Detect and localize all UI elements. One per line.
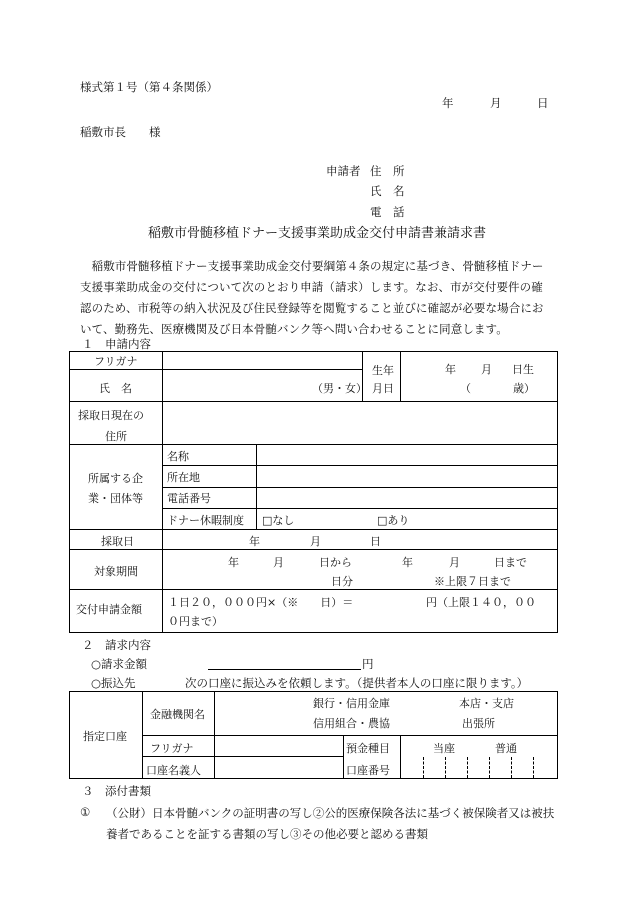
claim-amount-label: ○請求金額 — [91, 657, 148, 671]
applicant-address-label: 住 所 — [370, 164, 405, 178]
period-label: 対象期間 — [94, 565, 138, 578]
transfer-text: 次の口座に振込みを依頼します。（提供者本人の口座に限ります。） — [185, 676, 529, 690]
period-from-month: 月 — [273, 556, 284, 569]
date-year-label: 年 — [442, 96, 454, 110]
date-month-label: 月 — [490, 96, 502, 110]
attachment-line1: （公財）日本骨髄バンクの証明書の写し②公的医療保険各法に基づく被保険者又は被扶 — [106, 806, 555, 820]
applicant-label: 申請者 — [326, 164, 361, 178]
account-holder-label: 口座名義人 — [146, 764, 201, 777]
claim-yen-label: 円 — [362, 657, 374, 671]
birthdate-label-line1: 生年 — [372, 364, 394, 377]
period-days: 日分 — [331, 575, 353, 588]
company-phone-label: 電話番号 — [167, 492, 211, 505]
amount-text-line2: ０円まで） — [168, 615, 223, 628]
claim-amount-underline[interactable] — [208, 669, 361, 670]
birth-year-label: 年 — [445, 363, 456, 376]
age-open: （ — [460, 382, 471, 395]
form-number: 様式第１号（第４条関係） — [80, 80, 218, 94]
amount-text-line1b: 円（上限１４０，００ — [426, 596, 536, 609]
addressee: 稲敷市長 様 — [80, 125, 161, 139]
leave-yes-checkbox[interactable]: □あり — [377, 514, 410, 527]
account-furigana-label: フリガナ — [150, 742, 194, 755]
deposit-type-label: 預金種目 — [346, 742, 390, 755]
bank-type-line1: 銀行・信用金庫 — [313, 697, 390, 710]
leave-no-checkbox[interactable]: □なし — [262, 514, 295, 527]
body-line: 稲敷市骨髄移植ドナー支援事業助成金交付要綱第４条の規定に基づき、骨髄移植ドナー — [80, 259, 544, 273]
period-from-day: 日から — [319, 556, 352, 569]
attachment-item-number: ① — [80, 805, 91, 819]
collection-month-label: 月 — [310, 535, 321, 548]
period-to-day: 日まで — [494, 556, 527, 569]
company-location-label: 所在地 — [167, 471, 200, 484]
section2-heading: ２ 請求内容 — [82, 638, 151, 652]
body-paragraph — [80, 256, 558, 340]
company-label-line1: 所属する企 — [88, 472, 143, 485]
account-label: 指定口座 — [83, 730, 127, 743]
age-close: 歳） — [513, 382, 535, 395]
account-number-label: 口座番号 — [346, 764, 390, 777]
amount-text-line1: １日２０，０００円×（※ 日）＝ — [168, 596, 354, 609]
address-label-line1: 採取日現在の — [78, 409, 144, 422]
section3-heading: ３ 添付書類 — [82, 784, 151, 798]
period-max-days: ※上限７日まで — [434, 575, 511, 588]
branch-type-line1: 本店・支店 — [459, 697, 514, 710]
section1-heading: １ 申請内容 — [82, 337, 151, 351]
collection-year-label: 年 — [249, 535, 260, 548]
body-line: いて、勤務先、医療機関及び日本骨髄バンク等へ問い合わせることに同意します。 — [80, 322, 508, 336]
bank-name-label: 金融機関名 — [150, 708, 205, 721]
address-label-line2: 住所 — [105, 430, 127, 443]
company-label-line2: 業・団体等 — [88, 492, 143, 505]
body-line: 認のため、市税等の納入状況及び住民登録等を閲覧すること並びに確認が必要な場合にお — [80, 301, 544, 315]
furigana-label: フリガナ — [94, 355, 138, 368]
deposit-type-current[interactable]: 当座 — [433, 742, 455, 755]
bank-type-line2: 信用組合・農協 — [313, 717, 390, 730]
transfer-label: ○振込先 — [91, 676, 136, 690]
attachment-line2: 養者であることを証する書類の写し③その他必要と認める書類 — [106, 827, 428, 841]
collection-day-label: 日 — [370, 535, 381, 548]
name-label: 氏 名 — [99, 382, 132, 395]
birth-month-label: 月 — [481, 363, 492, 376]
applicant-phone-label: 電 話 — [370, 205, 405, 219]
body-line: 支援事業助成金の交付について次のとおり申請（請求）します。なお、市が交付要件の確 — [80, 280, 543, 294]
period-to-month: 月 — [449, 556, 460, 569]
date-day-label: 日 — [537, 96, 549, 110]
company-name-label: 名称 — [167, 450, 189, 463]
collection-date-label: 採取日 — [101, 535, 134, 548]
period-to-year: 年 — [402, 556, 413, 569]
page-title: 稲敷市骨髄移植ドナー支援事業助成金交付申請書兼請求書 — [148, 226, 487, 241]
gender-select[interactable]: （男・女） — [312, 382, 367, 395]
applicant-name-label: 氏 名 — [370, 184, 405, 198]
birthdate-label-line2: 月日 — [372, 382, 394, 395]
deposit-type-ordinary[interactable]: 普通 — [495, 742, 517, 755]
birth-day-label: 日生 — [512, 363, 534, 376]
period-from-year: 年 — [228, 556, 239, 569]
leave-system-label: ドナー休暇制度 — [167, 514, 244, 527]
amount-label: 交付申請金額 — [76, 603, 142, 616]
branch-type-line2: 出張所 — [462, 717, 495, 730]
